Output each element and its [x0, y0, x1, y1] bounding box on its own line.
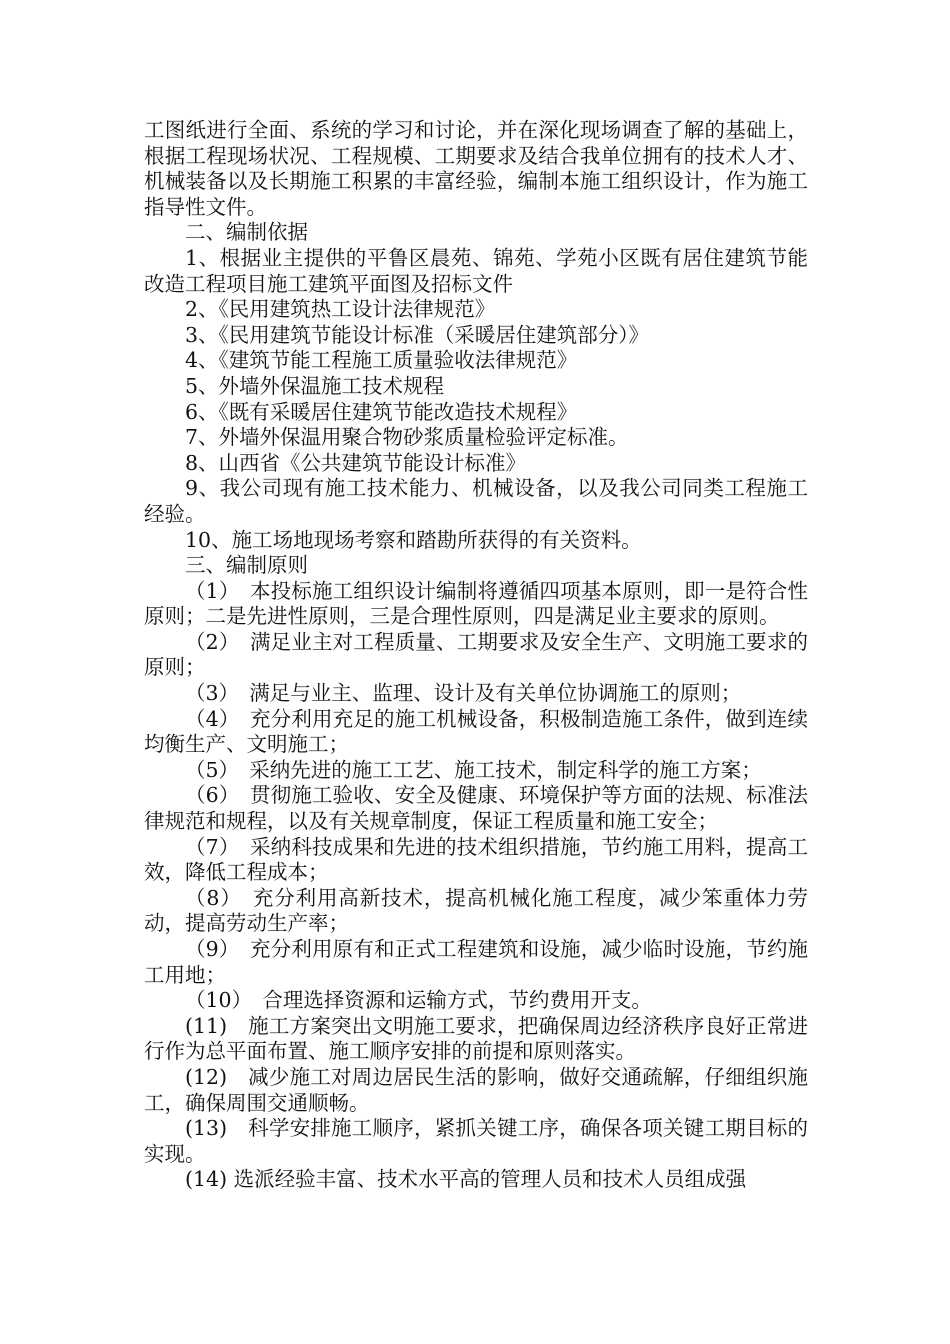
- basis-item: 8、山西省《公共建筑节能设计标准》: [185, 450, 527, 475]
- principle-item: （1） 本投标施工组织设计编制将遵循四项基本原则，即一是符合性原则；二是先进性原则，三是合理性原则，四是满足业主要求的原则。: [144, 578, 808, 629]
- principle-item: （8） 充分利用高新技术，提高机械化施工程度，减少笨重体力劳动，提高劳动生产率；: [144, 885, 808, 936]
- principle-item: （5） 采纳先进的施工工艺、施工技术，制定科学的施工方案；: [185, 757, 762, 782]
- basis-item: 3、《民用建筑节能设计标准（采暖居住建筑部分）》: [185, 322, 650, 347]
- principle-item: (11) 施工方案突出文明施工要求，把确保周边经济秩序良好正常进行作为总平面布置、施工顺序安排的前提和原则落实。: [144, 1013, 808, 1064]
- principle-item: （6） 贯彻施工验收、安全及健康、环境保护等方面的法规、标准法律规范和规程，以及有关规章制度，保证工程质量和施工安全；: [144, 783, 808, 834]
- basis-item: 1、根据业主提供的平鲁区晨苑、锦苑、学苑小区既有居住建筑节能改造工程项目施工建筑平面图及招标文件: [144, 245, 808, 296]
- principle-item: （2） 满足业主对工程质量、工期要求及安全生产、文明施工要求的原则；: [144, 629, 808, 680]
- section-heading-principles: 三、编制原则: [185, 553, 308, 578]
- basis-item: 2、《民用建筑热工设计法律规范》: [185, 297, 496, 322]
- document-body: [144, 118, 808, 1193]
- basis-item: 9、我公司现有施工技术能力、机械设备，以及我公司同类工程施工经验。: [144, 476, 808, 526]
- principle-item: （9） 充分利用原有和正式工程建筑和设施，减少临时设施，节约施工用地；: [144, 937, 808, 987]
- principle-item: (14) 选派经验丰富、技术水平高的管理人员和技术人员组成强: [185, 1167, 747, 1192]
- basis-item: 10、施工场地现场考察和踏勘所获得的有关资料。: [185, 527, 642, 552]
- principle-item: (12) 减少施工对周边居民生活的影响，做好交通疏解，仔细组织施工，确保周围交通顺畅。: [144, 1064, 808, 1115]
- section-heading-basis: 二、编制依据: [185, 220, 308, 245]
- basis-item: 5、外墙外保温施工技术规程: [185, 373, 445, 398]
- intro-paragraph: 工图纸进行全面、系统的学习和讨论，并在深化现场调查了解的基础上，根据工程现场状况、工程规模、工期要求及结合我单位拥有的技术人才、机械装备以及长期施工积累的丰富经验，编制本施工组织设计，作为施工指导性文件。: [144, 118, 808, 219]
- basis-item: 7、外墙外保温用聚合物砂浆质量检验评定标准。: [185, 425, 629, 450]
- principle-item: （3） 满足与业主、监理、设计及有关单位协调施工的原则；: [185, 681, 742, 706]
- basis-item: 6、《既有采暖居住建筑节能改造技术规程》: [185, 399, 578, 424]
- principle-item: （7） 采纳科技成果和先进的技术组织措施，节约施工用料，提高工效，降低工程成本；: [144, 834, 808, 885]
- basis-item: 4、《建筑节能工程施工质量验收法律规范》: [185, 348, 578, 373]
- principle-item: （4） 充分利用充足的施工机械设备，积极制造施工条件，做到连续均衡生产、文明施工；: [144, 706, 808, 757]
- principle-item: （10） 合理选择资源和运输方式，节约费用开支。: [185, 988, 652, 1013]
- principle-item: (13) 科学安排施工顺序，紧抓关键工序，确保各项关键工期目标的实现。: [144, 1116, 808, 1166]
